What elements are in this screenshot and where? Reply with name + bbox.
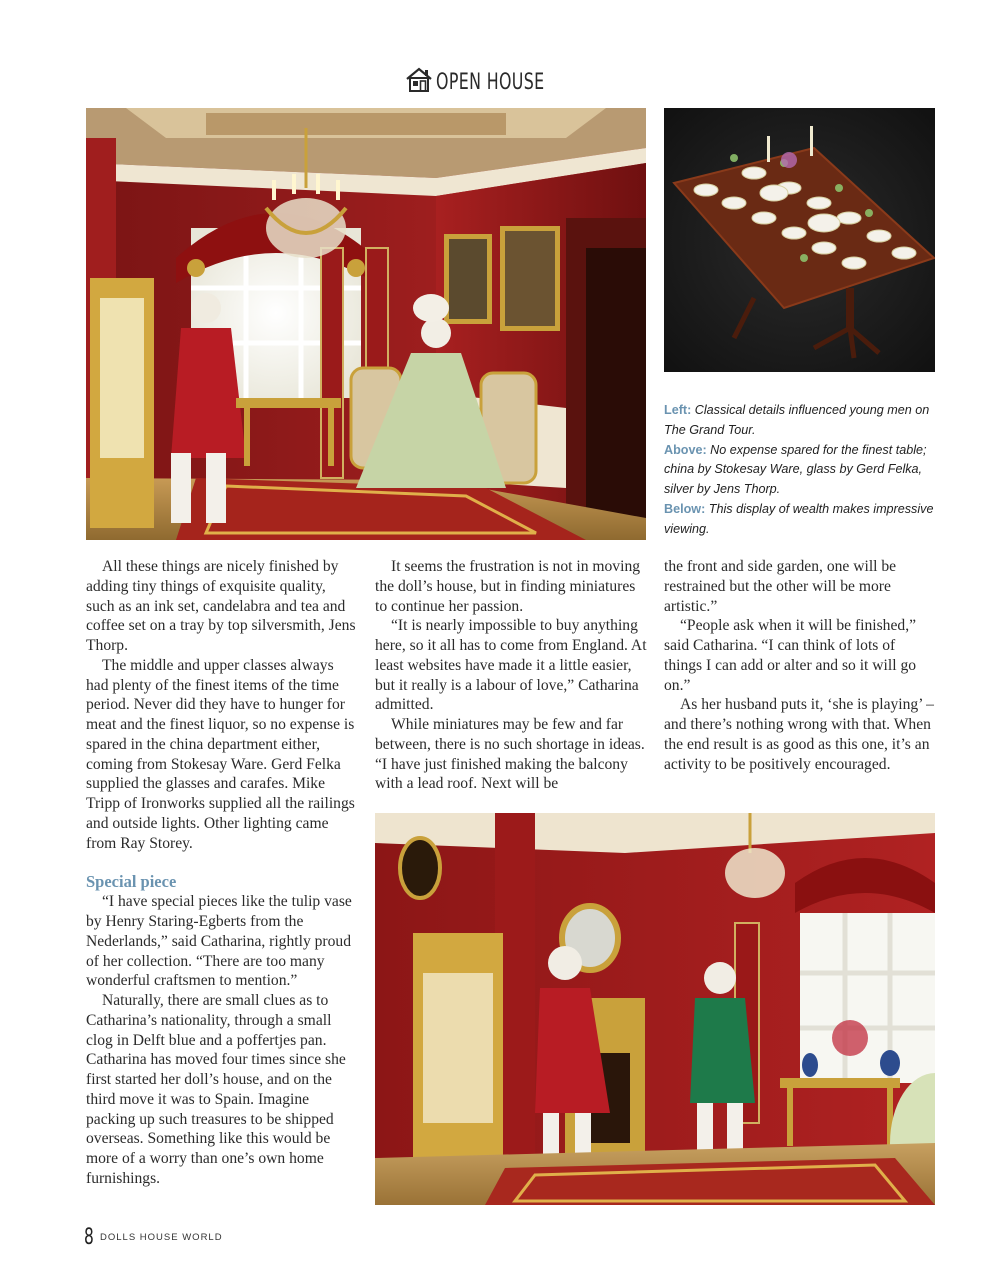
paragraph: the front and side garden, one will be restrained but the other will be more artistic.” [664,558,897,615]
article-column-1 [86,557,358,1189]
subheading: Special piece [86,872,177,892]
paragraph: “People ask when it will be finished,” said Catharina. “I can think of lots of things I can add or alter and so it will go on.” [664,617,917,694]
gentlemen-fireplace-photo [375,813,935,1205]
article-column-3 [664,557,936,774]
paragraph: “I have special pieces like the tulip vase by Henry Staring-Egberts from the Nederlands,” said Catharina, rightly proud of her collection. “There are too many wonderful craftsmen to mention.” [86,893,352,990]
article-column-2 [375,557,647,794]
caption-left: Left: Classical details influenced young men on The Grand Tour. [664,403,930,437]
paragraph: Naturally, there are small clues as to Catharina’s nationality, through a small clog in Delft blue and a poffertjes pan. Catharina has moved four times since she first started her doll’s house, and on the third move it was to Spain. Imagine packing up such treasures to be shipped overseas. Something like this would be more of a worry than one’s own home furnishings. [86,992,346,1187]
caption-below: Below: This display of wealth makes impressive viewing. [664,501,934,536]
paragraph: All these things are nicely finished by adding tiny things of exquisite quality, such as an ink set, candelabra and tea and coffee set on a tray by top silversmith, Jens Thorp. [86,558,356,654]
section-title: OPEN HOUSE [436,70,545,95]
photo-captions [664,401,944,540]
caption-above: Above: No expense spared for the finest table; china by Stokesay Ware, glass by Gerd Felka, silver by Jens Thorp. [664,442,927,497]
paragraph: It seems the frustration is not in moving the doll’s house, but in finding miniatures to continue her passion. [375,558,641,615]
page-number: 8 [84,1225,94,1250]
page-footer [84,1225,223,1255]
paragraph: While miniatures may be few and far between, there is no such shortage in ideas. “I have just finished making the balcony with a lead roof. Next will be [375,716,645,793]
drawing-room-photo [86,108,646,540]
publication-name: DOLLS HOUSE WORLD [100,1232,223,1243]
house-icon [404,66,434,99]
paragraph: As her husband puts it, ‘she is playing’ – and there’s nothing wrong with that. When the end result is as good as this one, it’s an activity to be positively encouraged. [664,696,934,773]
paragraph: The middle and upper classes always had plenty of the finest items of the time period. Never did they have to hunger for meat and the finest liquor, so no expense is spared in the china department either, coming from Stokesay Ware. Gerd Felka supplied the glasses and carafes. Mike Tripp of Ironworks supplied all the railings and outside lights. Other lighting came from Ray Storey. [86,656,355,852]
section-header [0,66,991,99]
dining-table-photo [664,108,935,372]
paragraph: “It is nearly impossible to buy anything here, so it all has to come from England. At least websites have made it a little easier, but it really is a labour of love,” Catharina admitted. [375,617,647,714]
